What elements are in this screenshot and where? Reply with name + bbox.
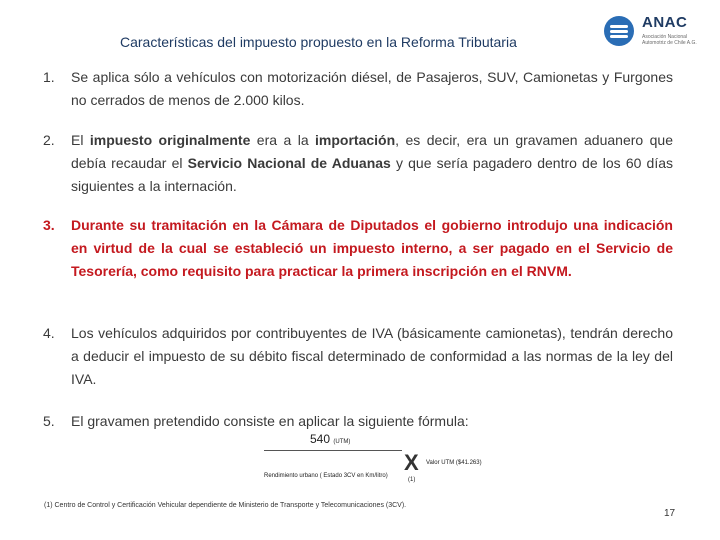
fraction-line [264, 450, 402, 451]
formula-numerator: 540 (UTM) [310, 432, 351, 446]
page-title: Características del impuesto propuesto en la Reforma Tributaria [120, 34, 517, 50]
item-text: El gravamen pretendido consiste en aplicar la siguiente fórmula: [71, 413, 469, 429]
item-number: 3. [43, 217, 55, 233]
item-number: 4. [43, 325, 55, 341]
item-number: 5. [43, 413, 55, 429]
logo-subtitle: Asociación Nacional Automotriz de Chile A.G. [642, 34, 697, 46]
logo-name: ANAC [642, 14, 688, 31]
formula-value: Valor UTM ($41.263) [426, 460, 482, 466]
formula [262, 432, 502, 492]
item-text: El impuesto originalmente era a la importación, es decir, era un gravamen aduanero que debía recaudar el Servicio Nacional de Aduanas y que sería pagadero dentro de los 60 días siguientes a la internación. [71, 132, 673, 194]
list-item-highlight [43, 214, 673, 283]
page-number: 17 [664, 508, 676, 519]
formula-footnote-ref: (1) [408, 477, 416, 483]
formula-denominator: Rendimiento urbano ( Estado 3CV en Km/litro) [264, 473, 388, 479]
multiply-operator: X [404, 450, 419, 475]
item-text: Se aplica sólo a vehículos con motorización diésel, de Pasajeros, SUV, Camionetas y Furgones no cerrados de menos de 2.000 kilos. [71, 69, 673, 108]
list-item [43, 129, 673, 198]
footnote: (1) Centro de Control y Certificación Vehicular dependiente de Ministerio de Transporte y Telecomunicaciones (3CV). [44, 502, 407, 509]
list-item [43, 66, 673, 112]
item-number: 2. [43, 132, 55, 148]
item-text: Durante su tramitación en la Cámara de Diputados el gobierno introdujo una indicación en virtud de la cual se estableció un impuesto interno, a ser pagado en el Servicio de Tesorería, como requisito para practicar la primera inscripción en el RNVM. [71, 217, 673, 279]
list-item [43, 322, 673, 391]
anac-logo [604, 14, 712, 56]
list-item [43, 410, 673, 433]
item-text: Los vehículos adquiridos por contribuyentes de IVA (básicamente camionetas), tendrán derecho a deducir el impuesto de su débito fiscal determinado de conformidad a las normas de la ley del IVA. [71, 325, 673, 387]
item-number: 1. [43, 69, 55, 85]
anac-logo-icon [604, 16, 634, 46]
